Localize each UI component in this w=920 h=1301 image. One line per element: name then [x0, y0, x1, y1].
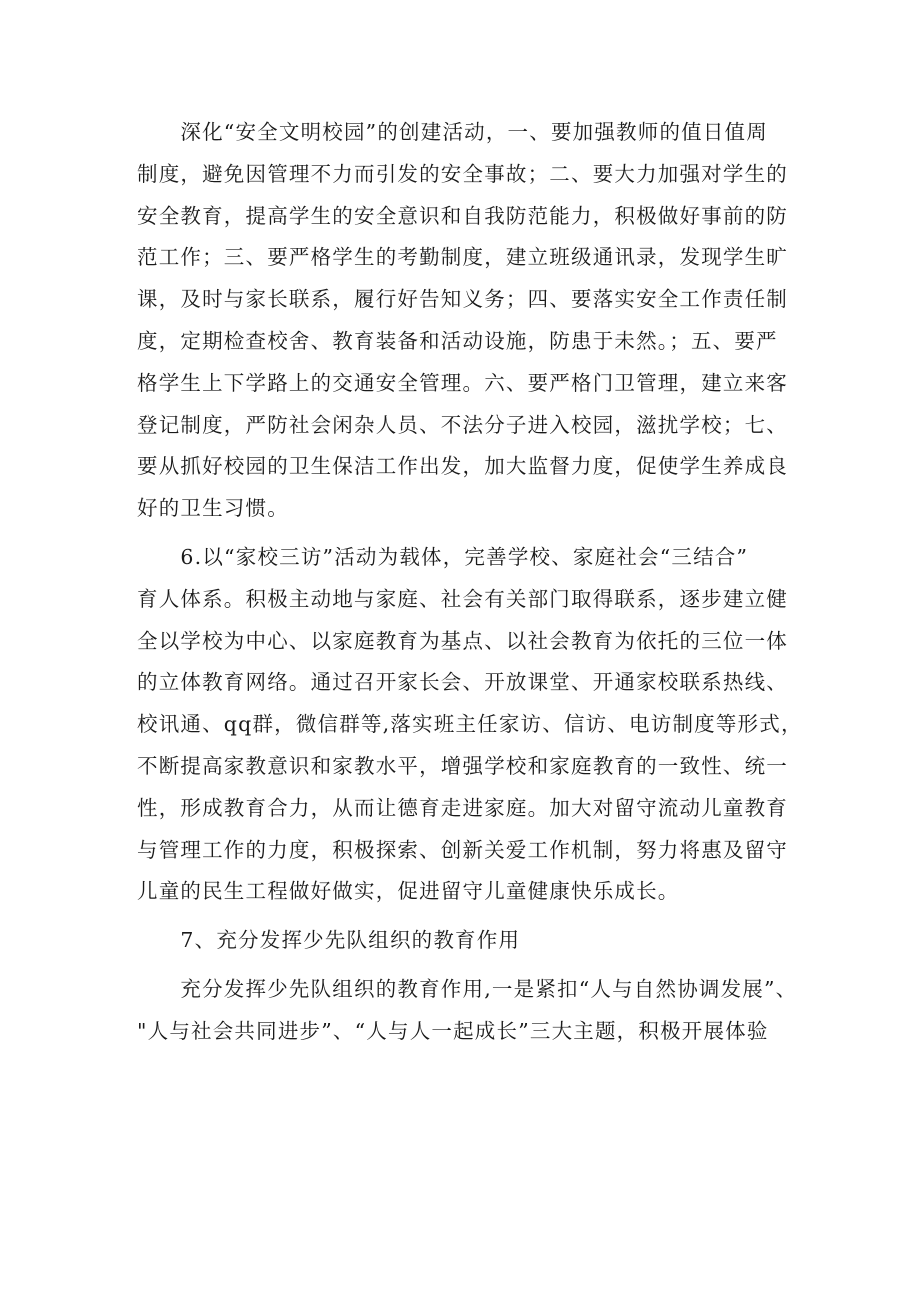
text-line: 范工作；三、要严格学生的考勤制度，建立班级通讯录，发现学生旷: [137, 245, 788, 270]
text-line: 儿童的民生工程做好做实，促进留守儿童健康快乐成长。: [137, 879, 680, 904]
text-line: 校讯通、qq群，微信群等,落实班主任家访、信访、电访制度等形式，: [137, 712, 803, 737]
text-line: 格学生上下学路上的交通安全管理。六、要严格门卫管理，建立来客: [137, 370, 788, 395]
paragraph-pioneers-body: [137, 969, 798, 1053]
text-line: 6.以“家校三访”活动为载体，完善学校、家庭社会“三结合”: [137, 544, 749, 569]
text-line: 不断提高家教意识和家教水平，增强学校和家庭教育的一致性、统一: [137, 753, 788, 778]
section-heading: 7、充分发挥少先队组织的教育作用: [137, 928, 521, 953]
text-line: 充分发挥少先队组织的教育作用,一是紧扣“人与自然协调发展”、: [137, 976, 798, 1001]
text-line: 全以学校为中心、以家庭教育为基点、以社会教育为依托的三位一体: [137, 628, 788, 653]
paragraph-campus-safety: [137, 112, 792, 530]
text-line: 的立体教育网络。通过召开家长会、开放课堂、开通家校联系热线、: [137, 670, 788, 695]
section-heading-pioneers: [137, 920, 792, 962]
text-line: 与管理工作的力度，积极探索、创新关爱工作机制，努力将惠及留守: [137, 837, 788, 862]
text-line: 登记制度，严防社会闲杂人员、不法分子进入校园，滋扰学校；七、: [137, 412, 788, 437]
text-line: "人与社会共同进步”、“人与人一起成长”三大主题，积极开展体验: [137, 1018, 769, 1043]
text-line: 要从抓好校园的卫生保洁工作出发，加大监督力度，促使学生养成良: [137, 454, 788, 479]
text-line: 度，定期检查校舍、教育装备和活动设施，防患于未然。；五、要严: [137, 328, 778, 353]
text-line: 育人体系。积极主动地与家庭、社会有关部门取得联系，逐步建立健: [137, 586, 788, 611]
text-line: 课，及时与家长联系，履行好告知义务；四、要落实安全工作责任制: [137, 287, 788, 312]
paragraph-home-school-visits: [137, 537, 803, 913]
text-line: 安全教育，提高学生的安全意识和自我防范能力，积极做好事前的防: [137, 203, 788, 228]
text-line: 制度，避免因管理不力而引发的安全事故；二、要大力加强对学生的: [137, 161, 788, 186]
text-line: 深化“安全文明校园”的创建活动，一、要加强教师的值日值周: [137, 120, 768, 144]
text-line: 性，形成教育合力，从而让德育走进家庭。加大对留守流动儿童教育: [137, 795, 788, 820]
document-body: [137, 112, 803, 1053]
text-line: 好的卫生习惯。: [137, 496, 289, 521]
